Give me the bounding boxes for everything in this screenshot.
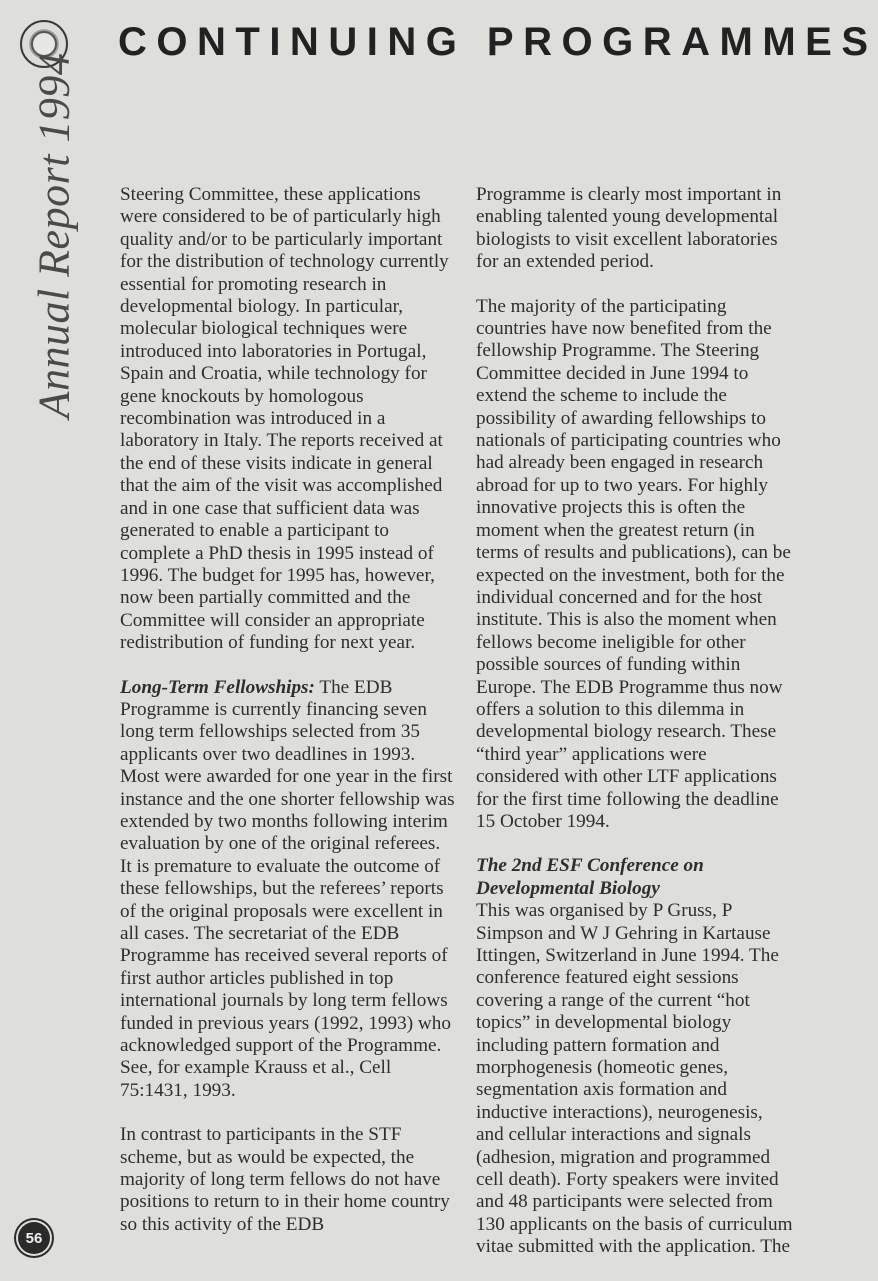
long-term-fellowships-heading: Long-Term Fellowships: [120, 676, 315, 698]
conference-heading: The 2nd ESF Conference on Developmental Biology [476, 855, 704, 899]
long-term-fellowships-text: The EDB Programme is currently financing seven long term fellowships selected from 35 applicants over two deadlines in 1993. Most were awarded for one year in the first instance and the one shorter fellowship was extended by two months following interim evaluation by one of the original referees. It is premature to evaluate the outcome of these fellowships, but the referees’ reports of the original proposals were excellent in all cases. The secretariat of the EDB Programme has received several reports of first author articles published in top international journals by long term fellows funded in previous years (1992, 1993) who acknowledged support of the Programme. See, for example Krauss et al., Cell 75:1431, 1993. [120, 676, 455, 1101]
right-paragraph-1: Programme is clearly most important in enabling talented young developmental biologists to visit excellent laboratories for an extended period. [476, 184, 782, 273]
right-paragraph-2: The majority of the participating countries have now benefited from the fellowship Programme. The Steering Committee decided in June 1994 to extend the scheme to include the possibility of awarding fellowships to nationals of participating countries who had already been engaged in research abroad for up to two years. For highly innovative projects this is often the moment when the greatest return (in terms of results and publications), can be expected on the investment, both for the individual concerned and for the host institute. This is also the moment when fellows become ineligible for other possible sources of funding within Europe. The EDB Programme thus now offers a solution to this dilemma in developmental biology research. These “third year” applications were considered with other LTF applications for the first time following the deadline 15 October 1994. [476, 295, 791, 832]
side-title-text: Annual Report 1994 [29, 52, 79, 418]
left-paragraph-3: In contrast to participants in the STF scheme, but as would be expected, the majority of long term fellows do not have positions to return to in their home country so this activity of the EDB [120, 1124, 450, 1235]
page-title: CONTINUING PROGRAMMES [118, 20, 878, 64]
right-paragraph-3: This was organised by P Gruss, P Simpson and W J Gehring in Kartause Ittingen, Switzerland in June 1994. The conference featured eight sessions covering a range of the current “hot topics” in developmental biology including pattern formation and morphogenesis (homeotic genes, segmentation axis formation and inductive interactions), neurogenesis, and cellular interactions and signals (adhesion, migration and programmed cell death). Forty speakers were invited and 48 participants were selected from 130 applicants on the basis of curriculum vitae submitted with the application. The [476, 900, 793, 1258]
side-title [29, 52, 79, 418]
right-column [476, 184, 794, 1281]
left-column [120, 184, 456, 1258]
left-paragraph-1: Steering Committee, these applications were considered to be of particularly high quality and/or to be particularly important for the distribution of technology currently essential for promoting research in developmental biology. In particular, molecular biological techniques were introduced into laboratories in Portugal, Spain and Croatia, while technology for gene knockouts by homologous recombination was introduced in a laboratory in Italy. The reports received at the end of these visits indicate in general that the aim of the visit was accomplished and in one case that sufficient data was generated to enable a participant to complete a PhD thesis in 1995 instead of 1996. The budget for 1995 has, however, now been partially committed and the Committee will consider an appropriate redistribution of funding for next year. [120, 184, 449, 654]
page-number: 56 [18, 1222, 50, 1254]
left-paragraph-2 [120, 677, 456, 1103]
